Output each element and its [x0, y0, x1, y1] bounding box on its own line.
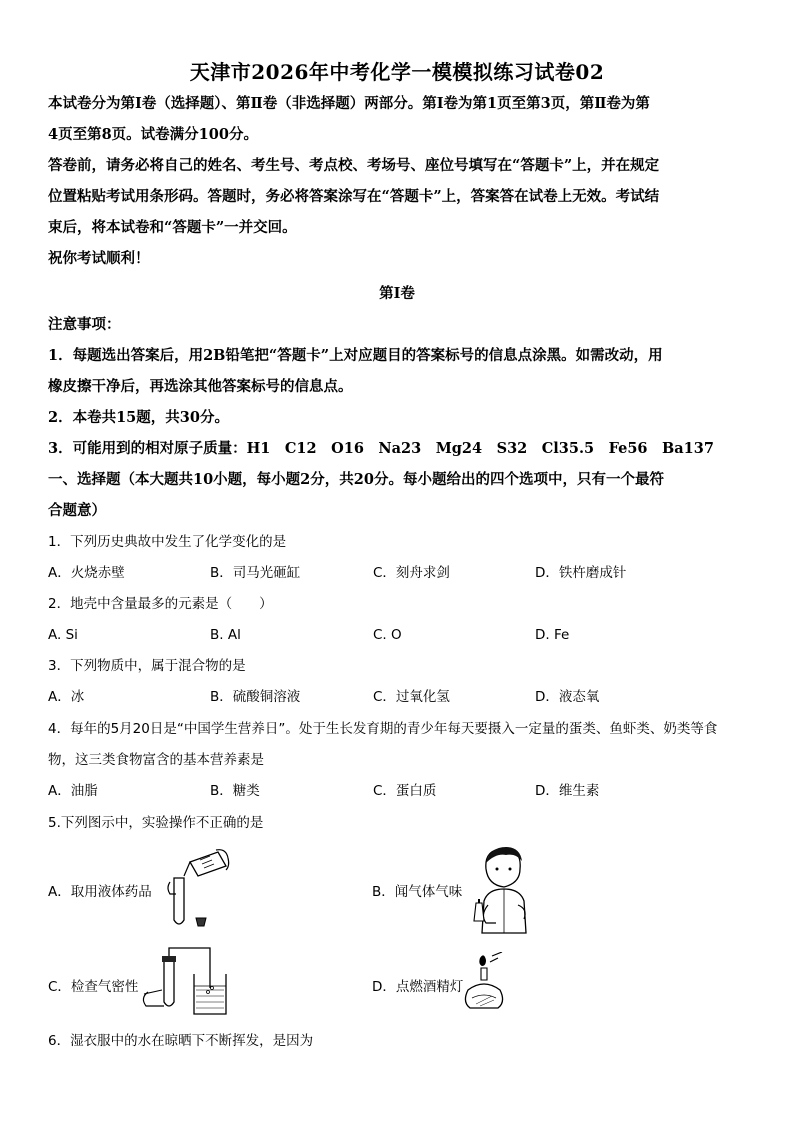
- q2-option-a[interactable]: A. Si: [48, 627, 78, 643]
- intro-line-6: 祝你考试顺利！: [48, 250, 150, 267]
- question-2-stem: 2．地壳中含量最多的元素是（ ）: [48, 596, 273, 612]
- section-title: 第Ⅰ卷: [379, 285, 415, 302]
- notes-heading: 注意事项：: [48, 316, 121, 333]
- q5-option-c[interactable]: C．检查气密性: [48, 979, 139, 995]
- note-3: 3．可能用到的相对原子质量：H1 C12 O16 Na23 Mg24 S32 Cl35.5 Fe56 Ba137: [48, 440, 714, 457]
- q2-option-b[interactable]: B. Al: [210, 627, 241, 643]
- question-1-stem: 1．下列历史典故中发生了化学变化的是: [48, 534, 287, 550]
- question-3-options: [48, 682, 748, 713]
- q5-option-b[interactable]: B．闻气体气味: [372, 884, 463, 900]
- question-4-stem: 4．每年的5月20日是“中国学生营养日”。处于生长发育期的青少年每天要摄入一定量的蛋类、鱼虾类、奶类等食: [48, 721, 718, 737]
- q4-option-d[interactable]: D．维生素: [535, 783, 600, 799]
- question-3-stem: 3．下列物质中，属于混合物的是: [48, 658, 246, 674]
- intro-line-5: 束后，将本试卷和“答题卡”一并交回。: [48, 219, 297, 236]
- q4-option-a[interactable]: A．油脂: [48, 783, 98, 799]
- q4-option-c[interactable]: C．蛋白质: [373, 783, 437, 799]
- q3-option-a[interactable]: A．冰: [48, 689, 85, 705]
- q1-option-a[interactable]: A．火烧赤壁: [48, 565, 125, 581]
- question-4-options: [48, 776, 748, 807]
- q5-option-a[interactable]: A．取用液体药品: [48, 884, 152, 900]
- intro-line-3: 答卷前，请务必将自己的姓名、考生号、考点校、考场号、座位号填写在“答题卡”上，并在规定: [48, 157, 660, 174]
- q3-option-b[interactable]: B．硫酸铜溶液: [210, 689, 301, 705]
- q3-option-c[interactable]: C．过氧化氢: [373, 689, 450, 705]
- note-2: 2．本卷共15题，共30分。: [48, 409, 229, 426]
- question-1-options: [48, 558, 748, 589]
- question-2-options: [48, 620, 748, 651]
- q2-option-c[interactable]: C. O: [373, 627, 402, 643]
- q4-option-b[interactable]: B．糖类: [210, 783, 260, 799]
- intro-line-1: 本试卷分为第Ⅰ卷（选择题）、第Ⅱ卷（非选择题）两部分。第Ⅰ卷为第1页至第3页，第Ⅱ卷为第: [48, 95, 650, 112]
- airtightness-check-illustration: [134, 944, 230, 1018]
- page-title: 天津市2026年中考化学一模模拟练习试卷02: [189, 60, 605, 84]
- q1-option-d[interactable]: D．铁杵磨成针: [535, 565, 627, 581]
- question-4-stem-cont: 物，这三类食物富含的基本营养素是: [48, 752, 264, 768]
- smelling-gas-illustration: [466, 843, 542, 935]
- note-1b: 橡皮擦干净后，再选涂其他答案标号的信息点。: [48, 378, 353, 395]
- intro-line-4: 位置粘贴考试用条形码。答题时，务必将答案涂写在“答题卡”上，答案答在试卷上无效。考试结: [48, 188, 660, 205]
- question-6-stem: 6．湿衣服中的水在晾晒下不断挥发，是因为: [48, 1033, 314, 1049]
- intro-line-2: 4页至第8页。试卷满分100分。: [48, 126, 258, 143]
- part1-line-1: 一、选择题（本大题共10小题，每小题2分，共20分。每小题给出的四个选项中，只有一个最符: [48, 471, 664, 488]
- q1-option-b[interactable]: B．司马光砸缸: [210, 565, 301, 581]
- note-1a: 1．每题选出答案后，用2B铅笔把“答题卡”上对应题目的答案标号的信息点涂黑。如需改动，用: [48, 347, 663, 364]
- pouring-liquid-illustration: [160, 848, 232, 930]
- q3-option-d[interactable]: D．液态氧: [535, 689, 600, 705]
- q2-option-d[interactable]: D. Fe: [535, 627, 570, 643]
- q5-option-d[interactable]: D．点燃酒精灯: [372, 979, 464, 995]
- q1-option-c[interactable]: C．刻舟求剑: [373, 565, 450, 581]
- alcohol-lamp-illustration: [462, 952, 508, 1012]
- question-5-stem: 5.下列图示中，实验操作不正确的是: [48, 815, 264, 831]
- part1-line-2: 合题意）: [48, 502, 106, 519]
